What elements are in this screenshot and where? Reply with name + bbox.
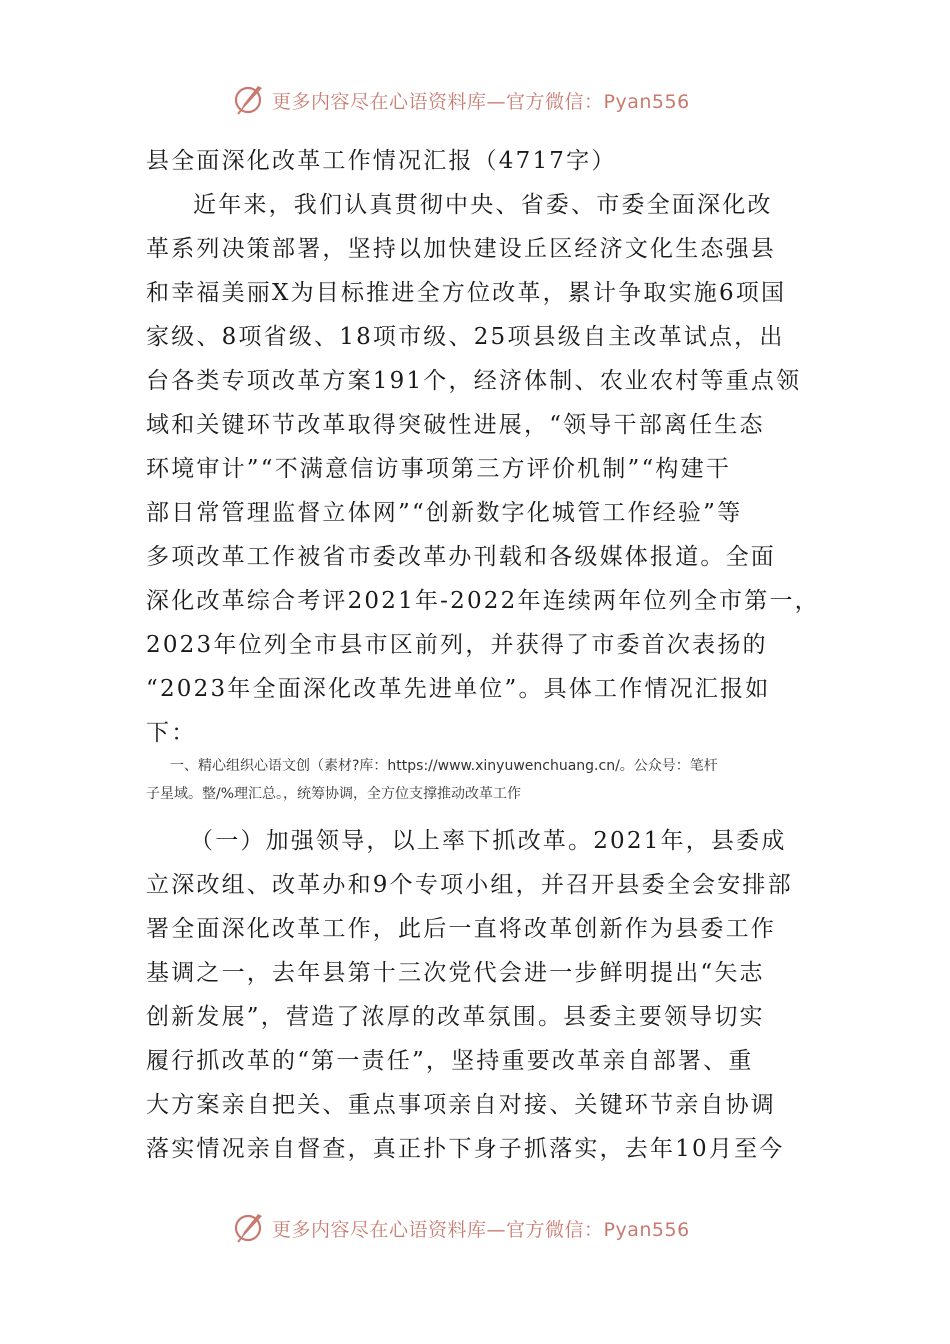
section-heading-line: 一、精心组织心语文创（素材?库：https://www.xinyuwenchuang.cn/。公众号：笔杆 [170,758,718,774]
paragraph-line: 域和关键环节改革取得突破性进展，“领导干部离任生态 [146,412,765,438]
paragraph-line: 深化改革综合考评2021年-2022年连续两年位列全市第一， [146,588,820,614]
paragraph-line: 署全面深化改革工作，此后一直将改革创新作为县委工作 [146,916,776,942]
paragraph-line: 下： [146,720,197,746]
footer-banner-text: 更多内容尽在心语资料库—官方微信：Pyan556 [272,1218,690,1241]
paragraph-line: 多项改革工作被省市委改革办刊载和各级媒体报道。全面 [146,544,776,570]
paragraph-line: 基调之一，去年县第十三次党代会进一步鲜明提出“矢志 [146,960,765,986]
document-title: 县全面深化改革工作情况汇报（4717字） [146,148,617,174]
paragraph-line: 台各类专项改革方案191个，经济体制、农业农村等重点领 [146,368,802,394]
quill-logo-icon [232,82,268,118]
header-banner-text: 更多内容尽在心语资料库—官方微信：Pyan556 [272,90,690,113]
paragraph-line: 环境审计”“不满意信访事项第三方评价机制”“构建干 [146,456,732,482]
paragraph-line: 近年来，我们认真贯彻中央、省委、市委全面深化改 [193,192,773,218]
section-heading-line: 子星域。整/%理汇总。，统筹协调，全方位支撑推动改革工作 [146,786,522,802]
paragraph-line: 立深改组、改革办和9个专项小组，并召开县委全会安排部 [146,872,793,898]
paragraph-line: 履行抓改革的“第一责任”，坚持重要改革亲自部署、重 [146,1048,754,1074]
paragraph-line: （一）加强领导，以上率下抓改革。2021年，县委成 [190,828,787,854]
paragraph-line: 和幸福美丽X为目标推进全方位改革，累计争取实施6项国 [146,280,787,306]
paragraph-line: 2023年位列全市县市区前列，并获得了市委首次表扬的 [146,632,768,658]
paragraph-line: 革系列决策部署，坚持以加快建设丘区经济文化生态强县 [146,236,776,262]
paragraph-line: 落实情况亲自督查，真正扑下身子抓落实，去年10月至今 [146,1136,785,1162]
paragraph-line: 大方案亲自把关、重点事项亲自对接、关键环节亲自协调 [146,1092,776,1118]
header-banner [232,80,732,120]
quill-logo-icon [232,1210,268,1246]
paragraph-line: 创新发展”，营造了浓厚的改革氛围。县委主要领导切实 [146,1004,765,1030]
footer-banner [232,1208,732,1248]
paragraph-line: “2023年全面深化改革先进单位”。具体工作情况汇报如 [146,676,771,702]
paragraph-line: 部日常管理监督立体网”“创新数字化城管工作经验”等 [146,500,743,526]
paragraph-line: 家级、8项省级、18项市级、25项县级自主改革试点，出 [146,324,785,350]
